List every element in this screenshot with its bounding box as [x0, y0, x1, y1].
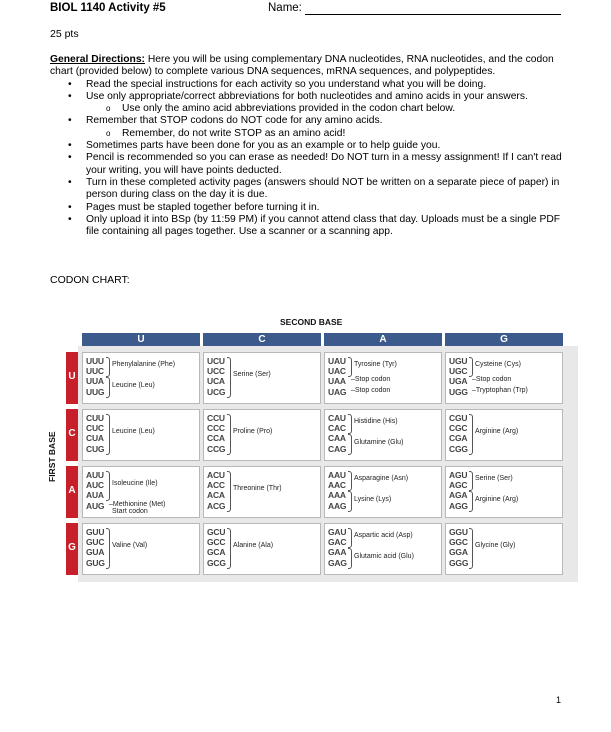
amino-acid-label: Alanine (Ala)	[233, 542, 274, 550]
codon-text: GGG	[449, 557, 469, 568]
codon-text: AAA	[328, 490, 346, 501]
codon-bracket	[106, 357, 110, 377]
codon-text: CGU	[449, 413, 468, 423]
codon-text: CAA	[328, 433, 346, 444]
column-header-a: A	[324, 333, 442, 346]
codon-text: AAG	[328, 500, 347, 511]
codon-bracket	[348, 491, 352, 511]
row-header-letter: G	[68, 542, 76, 553]
codon-text: CGC	[449, 423, 468, 434]
codon-text: UUU	[86, 356, 104, 366]
codon-text: ACU	[207, 470, 225, 480]
amino-acid-label: Aspartic acid (Asp)	[354, 532, 413, 540]
amino-acid-label: Glycine (Gly)	[475, 542, 516, 550]
direction-item: o Remember, do not write STOP as an amino acid!	[50, 128, 565, 140]
amino-acid-label: Serine (Ser)	[233, 371, 271, 379]
codon-text: UCA	[207, 376, 225, 387]
codon-bracket	[469, 528, 473, 569]
codon-text: UAC	[328, 366, 346, 377]
row-header-letter: U	[68, 371, 76, 382]
page-title: BIOL 1140 Activity #5	[50, 2, 166, 14]
codon-bracket	[469, 491, 473, 511]
codon-text: AUU	[86, 470, 104, 480]
codon-text: GUC	[86, 537, 105, 548]
codon-text: GAG	[328, 557, 347, 568]
codon-text: CUU	[86, 413, 104, 423]
codon-text: UAG	[328, 386, 347, 397]
codon-bracket	[106, 414, 110, 455]
direction-item: • Read the special instructions for each activity so you understand what you will be doing.	[50, 79, 565, 91]
codon-text: GCU	[207, 527, 226, 537]
row-header-c	[66, 409, 78, 461]
column-header-c: C	[203, 333, 321, 346]
codon-text: CUG	[86, 443, 105, 454]
codon-bracket	[348, 471, 352, 491]
codon-text: CUA	[86, 433, 104, 444]
row-header-letter: A	[68, 485, 76, 496]
codon-text: UCC	[207, 366, 225, 377]
codon-bracket	[348, 414, 352, 434]
direction-item: • Remember that STOP codons do NOT code for any amino acids.	[50, 115, 565, 127]
codon-text: UCU	[207, 356, 225, 366]
codon-text: CCU	[207, 413, 225, 423]
codon-text: AGC	[449, 480, 468, 491]
codon-bracket	[106, 377, 110, 397]
amino-acid-label: Start codon	[112, 507, 148, 515]
codon-text: AGU	[449, 470, 468, 480]
amino-acid-label: Glutamic acid (Glu)	[354, 552, 414, 560]
codon-text: CCG	[207, 443, 226, 454]
codon-text: UGC	[449, 366, 468, 377]
direction-item: • Sometimes parts have been done for you as an example or to help guide you.	[50, 140, 565, 152]
codon-text: UAU	[328, 356, 346, 366]
codon-text: UGU	[449, 356, 468, 366]
codon-text: AUG	[86, 500, 105, 511]
codon-text: GGU	[449, 527, 468, 537]
amino-acid-label: Phenylalanine (Phe)	[112, 361, 176, 369]
amino-acid-label: Cysteine (Cys)	[475, 361, 521, 369]
amino-acid-label: Glutamine (Glu)	[354, 438, 404, 446]
codon-text: AGA	[449, 490, 468, 501]
direction-item: • Only upload it into BSp (by 11:59 PM) if you cannot attend class that day. Uploads must be a single PDF file containing all pages together. Use a scanner or a scanning app.	[50, 214, 565, 239]
codon-text: GAU	[328, 527, 347, 537]
directions-intro: General Directions: Here you will be using complementary DNA nucleotides, RNA nucleotides, and the codon chart (provided below) to complete various DNA sequences, mRNA sequences, and polypeptides.	[50, 54, 554, 78]
codon-text: UAA	[328, 376, 346, 387]
codon-text: UUC	[86, 366, 104, 377]
codon-bracket	[106, 528, 110, 569]
column-header-u: U	[82, 333, 200, 346]
codon-text: UUA	[86, 376, 104, 387]
first-base-label: FIRST BASE	[47, 431, 57, 482]
amino-acid-label: –Tryptophan (Trp)	[472, 386, 528, 394]
codon-text: CGA	[449, 433, 468, 444]
codon-text: GGA	[449, 547, 468, 558]
codon-bracket	[227, 357, 231, 398]
codon-text: UCG	[207, 386, 226, 397]
codon-bracket	[348, 548, 352, 568]
codon-bracket	[227, 528, 231, 569]
codon-text: AUC	[86, 480, 104, 491]
points-label: 25 pts	[50, 28, 79, 40]
codon-text: GUA	[86, 547, 105, 558]
direction-item: • Use only appropriate/correct abbreviations for both nucleotides and amino acids in your answers.	[50, 91, 565, 103]
column-header-g: G	[445, 333, 563, 346]
codon-text: AUA	[86, 490, 104, 501]
codon-text: GCA	[207, 547, 226, 558]
amino-acid-label: Arginine (Arg)	[475, 495, 519, 503]
amino-acid-label: Histidine (His)	[354, 418, 398, 426]
codon-chart	[47, 314, 580, 582]
amino-acid-label: Tyrosine (Tyr)	[354, 361, 397, 369]
second-base-label: SECOND BASE	[280, 317, 343, 327]
amino-acid-label: Isoleucine (Ile)	[112, 480, 158, 488]
direction-item: • Pencil is recommended so you can erase as needed! Do NOT turn in a messy assignment! If I can't read your writing, you will have points deducted.	[50, 152, 565, 177]
codon-bracket	[106, 471, 110, 501]
name-label: Name:	[268, 2, 302, 14]
codon-bracket	[469, 471, 473, 491]
codon-text: CCA	[207, 433, 225, 444]
amino-acid-label: –Methionine (Met)	[109, 500, 166, 508]
directions-heading: General Directions:	[50, 54, 145, 65]
amino-acid-label: –Stop codon	[351, 386, 391, 394]
codon-text: UGA	[449, 376, 468, 387]
codon-text: GAC	[328, 537, 347, 548]
codon-text: CUC	[86, 423, 104, 434]
general-directions	[50, 54, 565, 238]
codon-text: CAU	[328, 413, 346, 423]
codon-bracket	[227, 471, 231, 512]
codon-text: GCG	[207, 557, 226, 568]
codon-text: CAG	[328, 443, 347, 454]
codon-chart-title: CODON CHART:	[50, 274, 130, 286]
row-header-a	[66, 466, 78, 518]
amino-acid-label: Proline (Pro)	[233, 428, 273, 436]
codon-text: ACA	[207, 490, 225, 501]
codon-text: GCC	[207, 537, 226, 548]
codon-text: AAC	[328, 480, 346, 491]
codon-text: GAA	[328, 547, 347, 558]
direction-item: • Turn in these completed activity pages (answers should NOT be written on a separate piece of paper) in person during class on the day it is due.	[50, 177, 565, 202]
direction-item: • Pages must be stapled together before turning it in.	[50, 202, 565, 214]
row-header-u	[66, 352, 78, 404]
codon-bracket	[469, 414, 473, 455]
codon-text: AAU	[328, 470, 346, 480]
name-line	[305, 14, 561, 15]
codon-bracket	[227, 414, 231, 455]
codon-text: GUU	[86, 527, 105, 537]
codon-bracket	[469, 357, 473, 377]
amino-acid-label: Serine (Ser)	[475, 475, 513, 483]
amino-acid-label: Valine (Val)	[112, 542, 148, 550]
codon-text: UGG	[449, 386, 468, 397]
codon-text: ACC	[207, 480, 225, 491]
direction-item: o Use only the amino acid abbreviations provided in the codon chart below.	[50, 103, 565, 115]
codon-text: ACG	[207, 500, 226, 511]
codon-text: CCC	[207, 423, 225, 434]
page-number: 1	[556, 695, 562, 705]
codon-text: AGG	[449, 500, 468, 511]
codon-text: CGG	[449, 443, 468, 454]
codon-text: GUG	[86, 557, 105, 568]
amino-acid-label: –Stop codon	[472, 376, 512, 384]
codon-bracket	[348, 357, 352, 377]
row-header-g	[66, 523, 78, 575]
amino-acid-label: Leucine (Leu)	[112, 381, 155, 389]
amino-acid-label: Threonine (Thr)	[233, 485, 282, 493]
codon-text: UUG	[86, 386, 105, 397]
amino-acid-label: Arginine (Arg)	[475, 428, 519, 436]
amino-acid-label: Lysine (Lys)	[354, 495, 392, 503]
codon-text: GGC	[449, 537, 468, 548]
directions-list	[50, 79, 565, 239]
amino-acid-label: –Stop codon	[351, 376, 391, 384]
row-header-letter: C	[68, 428, 76, 439]
amino-acid-label: Asparagine (Asn)	[354, 475, 409, 483]
amino-acid-label: Leucine (Leu)	[112, 428, 155, 436]
codon-bracket	[348, 528, 352, 548]
codon-bracket	[348, 434, 352, 454]
codon-text: CAC	[328, 423, 346, 434]
